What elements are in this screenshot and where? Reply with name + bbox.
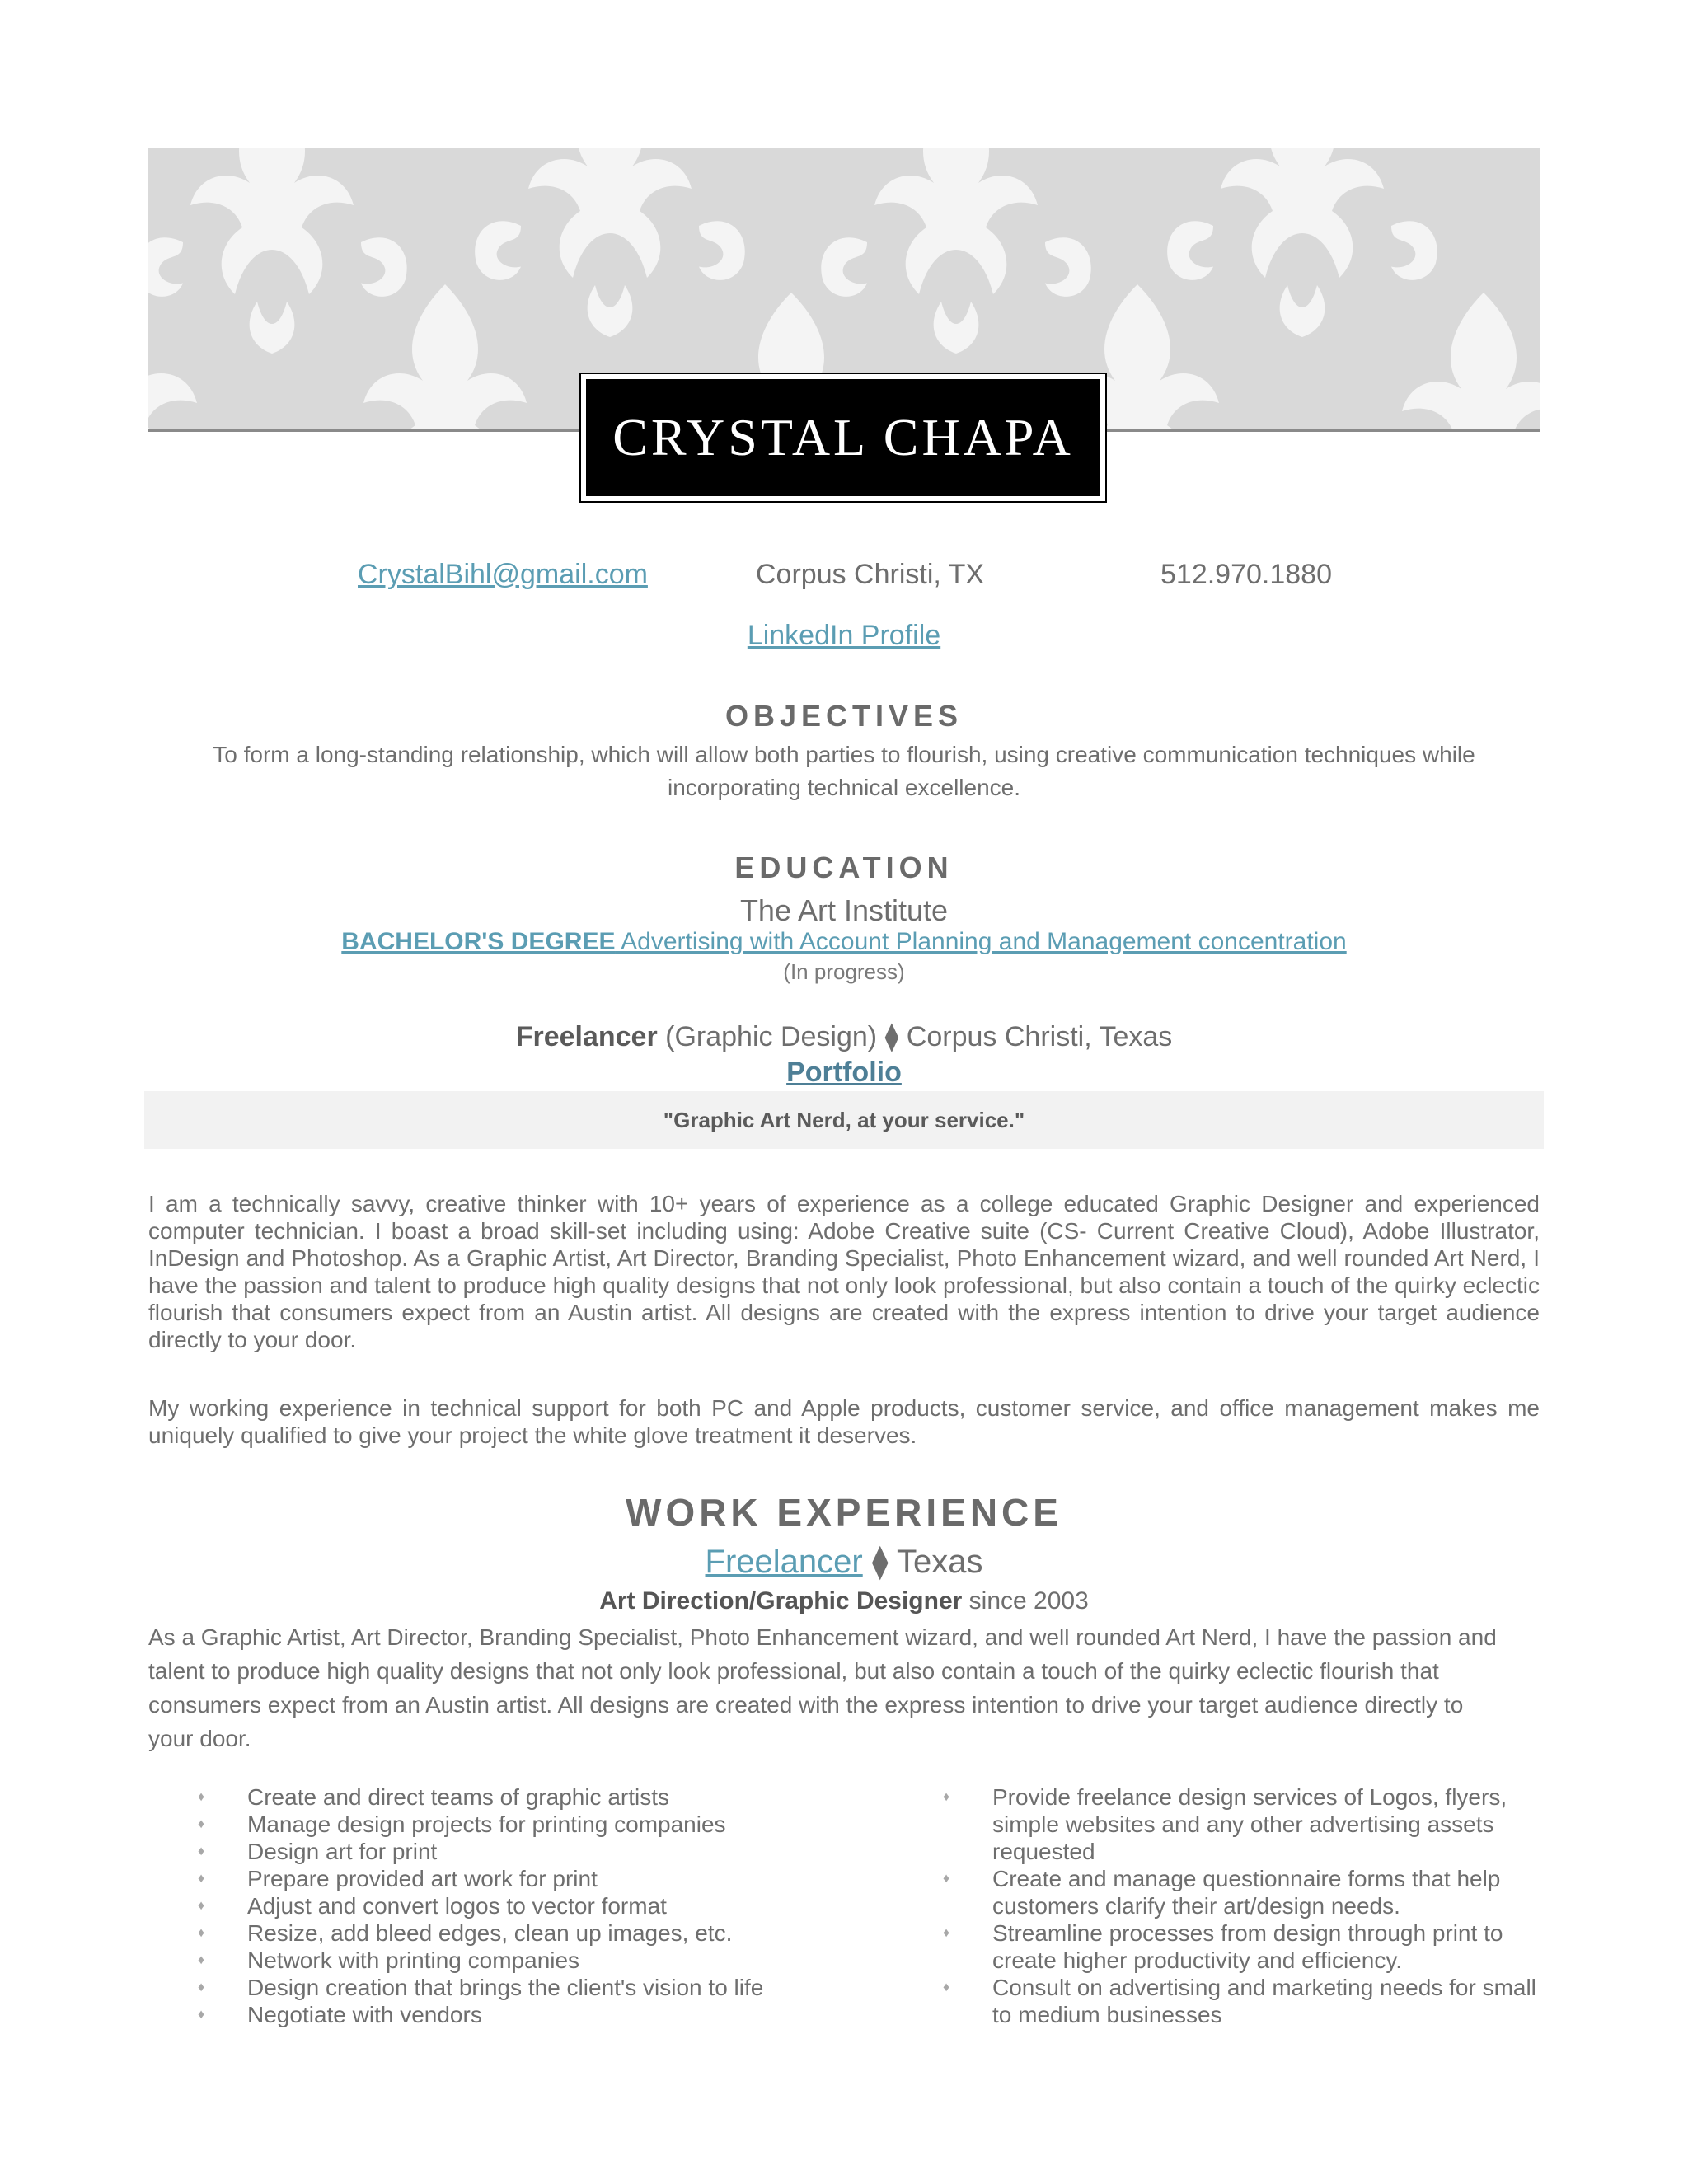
- duty-text: Resize, add bleed edges, clean up images, etc.: [247, 1920, 733, 1946]
- duty-text: Create and manage questionnaire forms that help customers clarify their art/design needs.: [992, 1866, 1501, 1919]
- degree-link[interactable]: [341, 928, 1346, 955]
- diamond-bullet-icon: ♦: [943, 1980, 950, 1994]
- duty-text: Provide freelance design services of Logos, flyers, simple websites and any other advertising assets requested: [992, 1784, 1507, 1864]
- degree-status: (In progress): [783, 959, 905, 984]
- employer-link[interactable]: Freelancer: [705, 1544, 863, 1580]
- tagline-quote: "Graphic Art Nerd, at your service.": [663, 1107, 1025, 1132]
- candidate-name: CRYSTAL CHAPA: [612, 408, 1074, 466]
- email-link[interactable]: CrystalBihl@gmail.com: [358, 559, 648, 590]
- work-description: As a Graphic Artist, Art Director, Branding Specialist, Photo Enhancement wizard, and well rounded Art Nerd, I have the passion and talent to produce high quality designs that not only look professional, but also contain a touch of the quirky eclectic flourish that consumers expect from an Austin artist. All designs are created with the express intention to drive your target audience directly to your door.: [148, 1624, 1497, 1751]
- duty-text: Network with printing companies: [247, 1947, 580, 1973]
- duties-list-right: [943, 1783, 1536, 2028]
- linkedin-link[interactable]: LinkedIn Profile: [747, 620, 941, 651]
- summary-paragraph-1: I am a technically savvy, creative thinker with 10+ years of experience as a college educated Graphic Designer and experienced computer technician. I boast a broad skill-set including using: Adobe Creative suite (CS- Current Creative Cloud), Adobe Illustrator, InDesign and Photoshop. As a Graphic Artist, Art Director, Branding Specialist, Photo Enhancement wizard, and well rounded Art Nerd, I have the passion and talent to produce high quality designs that not only look professional, but also contain a touch of the quirky eclectic flourish that consumers expect from an Austin artist. All designs are created with the express intention to drive your target audience directly to your door.: [148, 1191, 1540, 1352]
- work-employer-line: [0, 1543, 1688, 1581]
- portfolio-link[interactable]: Portfolio: [786, 1057, 902, 1088]
- duty-text: Streamline processes from design through print to create higher productivity and efficiency.: [992, 1920, 1503, 1973]
- duty-text: Consult on advertising and marketing needs for small to medium businesses: [992, 1975, 1536, 2027]
- diamond-bullet-icon: ♦: [198, 1817, 205, 1831]
- employer-location: ⧫ Texas: [862, 1544, 983, 1580]
- diamond-bullet-icon: ♦: [198, 1844, 205, 1858]
- education-heading: EDUCATION: [734, 851, 954, 884]
- duty-item: [943, 1865, 1536, 1919]
- degree-line: [0, 928, 1688, 956]
- freelancer-title: Freelancer: [515, 1021, 658, 1052]
- duty-item: [198, 1865, 898, 1892]
- duty-text: Create and direct teams of graphic artists: [247, 1784, 670, 1810]
- duty-item: [943, 1783, 1536, 1865]
- duty-text: Negotiate with vendors: [247, 2002, 482, 2027]
- objectives-text: To form a long-standing relationship, which will allow both parties to flourish, using creative communication techniques while incorporating technical excellence.: [213, 742, 1475, 800]
- linkedin-row: [0, 620, 1688, 652]
- diamond-bullet-icon: ♦: [198, 2008, 205, 2022]
- duty-item: [198, 1974, 898, 2001]
- duty-text: Design creation that brings the client's vision to life: [247, 1975, 764, 2000]
- phone-text: 512.970.1880: [1160, 559, 1332, 590]
- diamond-bullet-icon: ♦: [198, 1926, 205, 1940]
- work-experience-heading: WORK EXPERIENCE: [626, 1491, 1062, 1534]
- name-plate-inner: [586, 379, 1100, 496]
- role-line: [0, 1587, 1688, 1615]
- duty-item: [198, 1947, 898, 1974]
- objectives-heading: OBJECTIVES: [724, 699, 964, 733]
- diamond-bullet-icon: ♦: [198, 1953, 205, 1967]
- summary-paragraph-2: My working experience in technical support for both PC and Apple products, customer service, and office management makes me uniquely qualified to give your project the white glove treatment it deserves.: [148, 1395, 1540, 1448]
- diamond-bullet-icon: ♦: [198, 1872, 205, 1886]
- duty-text: Design art for print: [247, 1839, 438, 1864]
- portfolio-row: [0, 1057, 1688, 1089]
- name-plate: [579, 373, 1107, 503]
- duty-item: [943, 1974, 1536, 2028]
- school-name: The Art Institute: [739, 893, 949, 927]
- duty-item: [198, 1838, 898, 1865]
- diamond-bullet-icon: ♦: [943, 1926, 950, 1940]
- role-title: Art Direction/Graphic Designer: [599, 1587, 963, 1615]
- duty-text: Manage design projects for printing companies: [247, 1811, 726, 1837]
- diamond-bullet-icon: ♦: [198, 1980, 205, 1994]
- diamond-bullet-icon: ♦: [943, 1872, 950, 1886]
- diamond-bullet-icon: ♦: [198, 1790, 205, 1804]
- diamond-bullet-icon: ♦: [198, 1899, 205, 1913]
- diamond-bullet-icon: ♦: [943, 1790, 950, 1804]
- degree-field: Advertising with Account Planning and Management concentration: [621, 928, 1347, 955]
- duty-text: Prepare provided art work for print: [247, 1866, 598, 1891]
- duty-item: [198, 1919, 898, 1947]
- freelancer-line: [0, 1020, 1688, 1053]
- duty-item: [198, 1783, 898, 1811]
- city-text: Corpus Christi, TX: [756, 559, 985, 590]
- quote-band: [144, 1091, 1544, 1149]
- duty-item: [198, 1811, 898, 1838]
- role-since: since 2003: [962, 1587, 1089, 1615]
- duty-item: [943, 1919, 1536, 1974]
- duties-list-left: [198, 1783, 898, 2028]
- degree-label: BACHELOR'S DEGREE: [341, 928, 616, 955]
- freelancer-details: (Graphic Design) ⧫ Corpus Christi, Texas: [657, 1021, 1173, 1052]
- duty-text: Adjust and convert logos to vector format: [247, 1893, 667, 1919]
- duty-item: [198, 2001, 898, 2028]
- duty-item: [198, 1892, 898, 1919]
